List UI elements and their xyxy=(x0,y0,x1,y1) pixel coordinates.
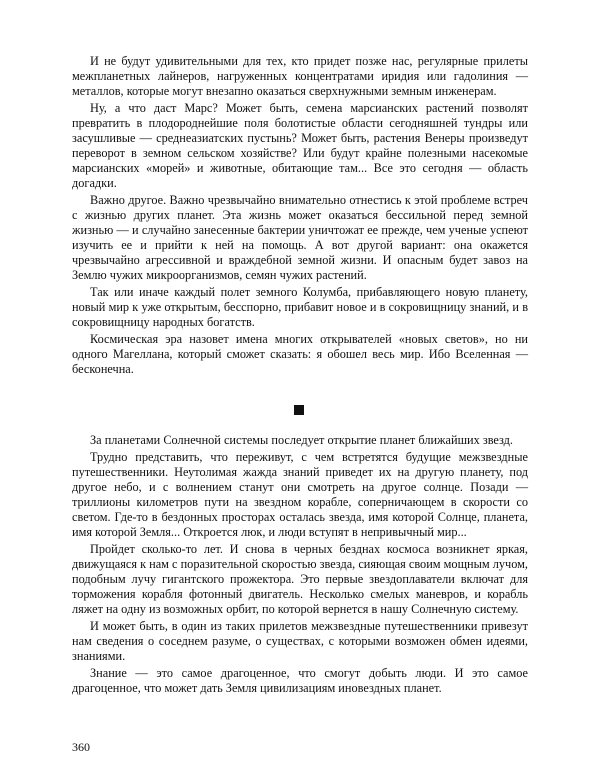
section-break-square-icon xyxy=(294,405,304,415)
body-text xyxy=(72,54,528,698)
paragraph: Знание — это самое драгоценное, что смогут добыть люди. И это самое драгоценное, что может дать Земля цивилизациям иновездных планет. xyxy=(72,666,528,695)
paragraph: Ну, а что даст Марс? Может быть, семена марсианских растений позволят превратить в плодороднейшие поля болотистые области сегодняшней тундры или засушливые — среднеазиатских пустынь? Может быть, растения Венеры произведут переворот в земном сельском хозяйстве? Или будут крайне полезными насекомые марсианских «морей» и животные, обитающие там... Все это сегодня — область догадки. xyxy=(72,101,528,190)
paragraph: И может быть, в один из таких прилетов межзвездные путешественники привезут нам сведения о соседнем разуме, о существах, с которыми возможен обмен идеями, знаниями. xyxy=(72,619,528,663)
section-break xyxy=(72,377,528,433)
paragraph: Так или иначе каждый полет земного Колумба, прибавляющего новую планету, новый мир к уже открытым, бесспорно, прибавит новое и в сокровищницу знаний, и в сокровищницу народных богатств. xyxy=(72,285,528,329)
paragraph: За планетами Солнечной системы последует открытие планет ближайших звезд. xyxy=(90,433,514,447)
paragraph: Пройдет сколько-то лет. И снова в черных безднах космоса возникнет яркая, движущаяся к нам с поразительной скоростью звезда, сияющая своим мощным лучом, подобным лучу гигантского прожектора. Это первые звездоплаватели включат для торможения корабля фотонный двигатель. Несколько смелых маневров, и корабль ляжет на одну из возможных орбит, по которой вернется в нашу Солнечную систему. xyxy=(72,542,528,616)
page-number: 360 xyxy=(72,740,90,754)
paragraph: Важно другое. Важно чрезвычайно внимательно отнестись к этой проблеме встреч с жизнью других планет. Эта жизнь может оказаться бессильной перед земной жизнью — и случайно занесенные бактерии уничтожат ее прежде, чем ученые успеют изучить ее и прийти к ней на помощь. А вот другой вариант: она окажется чрезвычайно агрессивной и враждебной земной жизни. И опасным будет завоз на Землю чужих микроорганизмов, семян чужих растений. xyxy=(72,193,528,282)
paragraph: Космическая эра назовет имена многих открывателей «новых светов», но ни одного Магеллана, который сможет сказать: я обошел весь мир. Ибо Вселенная — бесконечна. xyxy=(72,332,528,376)
paragraph: Трудно представить, что переживут, с чем встретятся будущие межзвездные путешественники. Неутолимая жажда знаний приведет их на другую планету, под другое небо, и с волнением станут они смотреть на другое солнце. Позади — триллионы километров пути на звездном корабле, соперничающем в скорости со светом. Где-то в бездонных просторах осталась звезда, имя которой Солнце, планета, имя которой Земля... Откроется люк, и люди вступят в непривычный мир... xyxy=(72,450,528,539)
paragraph: И не будут удивительными для тех, кто придет позже нас, регулярные прилеты межпланетных лайнеров, нагруженных концентратами иридия или гадолиния — металлов, которые могут внезапно оказаться сверхнужными земным инженерам. xyxy=(72,54,528,98)
